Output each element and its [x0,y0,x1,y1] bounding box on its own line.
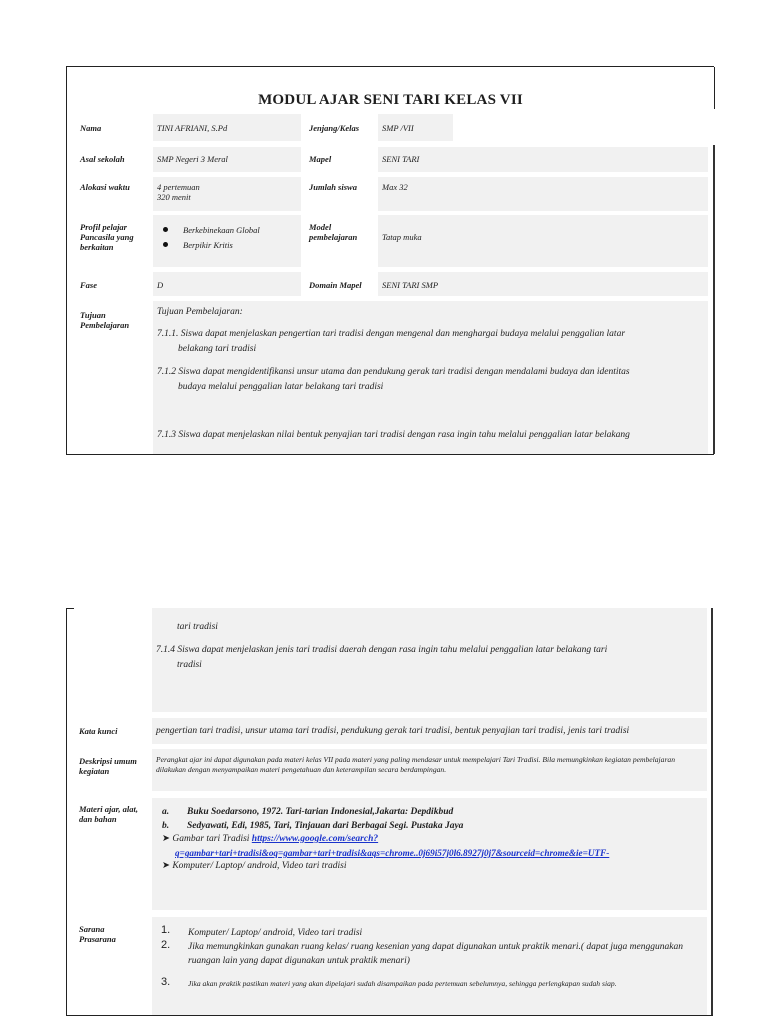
materi-a-text: Buku Soedarsono, 1972. Tari-tarian Indonesial,Jakarta: Depdikbud [187,807,454,817]
materi-komputer-text: Komputer/ Laptop/ android, Video tari tradisi [172,861,347,871]
asal-sekolah-value: SMP Negeri 3 Meral [157,154,228,164]
arrow-bullet-icon: ➤ [162,861,170,871]
profil-list [153,223,260,253]
page-border-left [66,608,67,1015]
asal-sekolah-label: Asal sekolah [80,154,125,164]
mapel-value: SENI TARI [382,154,420,164]
mapel-label: Mapel [309,154,332,164]
nama-label: Nama [80,123,102,133]
gambar-link[interactable]: https://www.google.com/search? [251,834,379,844]
fase-cell [153,272,301,296]
jumlah-siswa-value: Max 32 [382,182,408,192]
document-title: MODUL AJAR SENI TARI KELAS VII [258,92,523,108]
fase-label: Fase [80,280,97,290]
document-page-2 [66,608,713,1016]
tujuan-item-2-cont: budaya melalui penggalian latar belakang tari tradisi [178,382,384,392]
profil-item: Berkebinekaan Global [183,225,260,235]
tujuan-item-1-cont: belakang tari tradisi [178,344,257,354]
materi-b-marker: b. [162,821,170,831]
kata-kunci-cell [152,718,707,744]
mapel-cell [378,147,708,172]
jenjang-cell [378,114,453,141]
materi-a-marker: a. [162,807,170,817]
page-border-right [711,608,713,1015]
bullet-dot-icon [163,227,168,232]
tujuan-cell [153,301,708,454]
gambar-link-cont[interactable]: q=gambar+tari+tradisi&oq=gambar+tari+tradisi&aqs=chrome..0j69i57j0l6.8927j0j7&sourceid=chrome&ie=UTF- [175,848,610,858]
nama-cell [153,114,301,141]
materi-link-line [175,846,609,860]
asal-sekolah-cell [153,147,301,172]
model-value: Tatap muka [382,232,422,242]
profil-label: Profil pelajar Pancasila yang berkaitan [80,222,134,252]
materi-cell [152,798,707,910]
materi-label: Materi ajar, alat, dan bahan [79,804,139,824]
sarana-num-3: 3. [161,976,171,988]
fase-value: D [157,280,164,290]
tujuan-item-2: 7.1.2 Siswa dapat mengidentifikansi unsur utama dan pendukung gerak tari tradisi dengan mendalami budaya dan identitas [157,367,630,377]
domain-cell [378,272,708,296]
domain-label: Domain Mapel [309,280,362,290]
page-border-right [713,145,715,454]
sarana-cell [152,917,707,1015]
tujuan-item-1: 7.1.1. Siswa dapat menjelaskan pengertian tari tradisi dengan mengenal dan menghargai budaya melalui penggalian latar [157,329,626,339]
materi-gambar-prefix: Gambar tari Tradisi [172,834,252,844]
sarana-item-2: Jika memungkinkan gunakan ruang kelas/ ruang kesenian yang dapat digunakan untuk praktik menari.( dapat juga menggunakan ruangan lain yang dapat digunakan untuk praktik menari) [188,942,683,966]
model-cell [378,215,708,267]
tujuan-item-4: 7.1.4 Siswa dapat menjelaskan jenis tari tradisi daerah dengan rasa ingin tahu melalui penggalian latar belakang tari [156,645,608,655]
tujuan-item-3: 7.1.3 Siswa dapat menjelaskan nilai bentuk penyajian tari tradisi dengan rasa ingin tahu melalui penggalian latar belakang [157,430,630,440]
alokasi-value-pertemuan: 4 pertemuan [157,182,200,192]
tujuan-cell-cont [152,608,707,712]
jumlah-siswa-label: Jumlah siswa [309,182,357,192]
jumlah-siswa-cell [378,177,708,211]
list-item [153,238,260,253]
sarana-num-2: 2. [161,939,171,951]
materi-gambar-line [162,832,378,846]
page-border-right [714,67,715,109]
bullet-dot-icon [163,242,168,247]
sarana-item-1: Komputer/ Laptop/ android, Video tari tradisi [188,928,363,938]
deskripsi-value: Perangkat ajar ini dapat digunakan pada materi kelas VII pada materi yang paling mendasar untuk mempelajari Tari Tradisi. Bila memungkinkan kegiatan pembelajaran dilakukan dengan menyampaikan materi pengetahuan dan keterampilan secara berdampingan. [156,755,675,774]
nama-value: TINI AFRIANI, S.Pd [157,123,228,133]
model-label: Model pembelajaran [309,222,358,242]
alokasi-cell [153,177,301,211]
materi-komputer-line [162,859,347,873]
sarana-item-3: Jika akan praktik pastikan materi yang akan dipelajari sudah disampaikan pada pertemuan sebelumnya, sehingga perlengkapan sudah siap. [188,979,617,988]
alokasi-value-menit: 320 menit [157,192,191,202]
jenjang-label: Jenjang/Kelas [309,123,360,133]
kata-kunci-label: Kata kunci [79,726,118,736]
sarana-num-1: 1. [161,924,171,936]
sarana-label: Sarana Prasarana [79,924,116,944]
list-item [153,223,260,238]
page-border-top [66,608,74,609]
kata-kunci-value: pengertian tari tradisi, unsur utama tari tradisi, pendukung gerak tari tradisi, bentuk penyajian tari tradisi, jenis tari tradisi [156,726,630,736]
tujuan-heading: Tujuan Pembelajaran: [157,307,243,317]
deskripsi-cell [152,749,707,791]
arrow-bullet-icon: ➤ [162,834,170,844]
jenjang-value: SMP /VII [382,123,414,133]
tujuan-item-3-cont: tari tradisi [177,622,218,632]
document-page-1 [66,66,714,455]
tujuan-label: Tujuan Pembelajaran [80,310,130,330]
profil-cell [153,215,301,267]
domain-value: SENI TARI SMP [382,280,439,290]
alokasi-label: Alokasi waktu [80,182,130,192]
tujuan-item-4-cont: tradisi [177,660,202,670]
profil-item: Berpikir Kritis [183,240,233,250]
deskripsi-label: Deskripsi umum kegiatan [79,756,137,776]
materi-b-text: Sedyawati, Edi, 1985, Tari, Tinjauan dari Berbagai Segi. Pustaka Jaya [187,821,464,831]
